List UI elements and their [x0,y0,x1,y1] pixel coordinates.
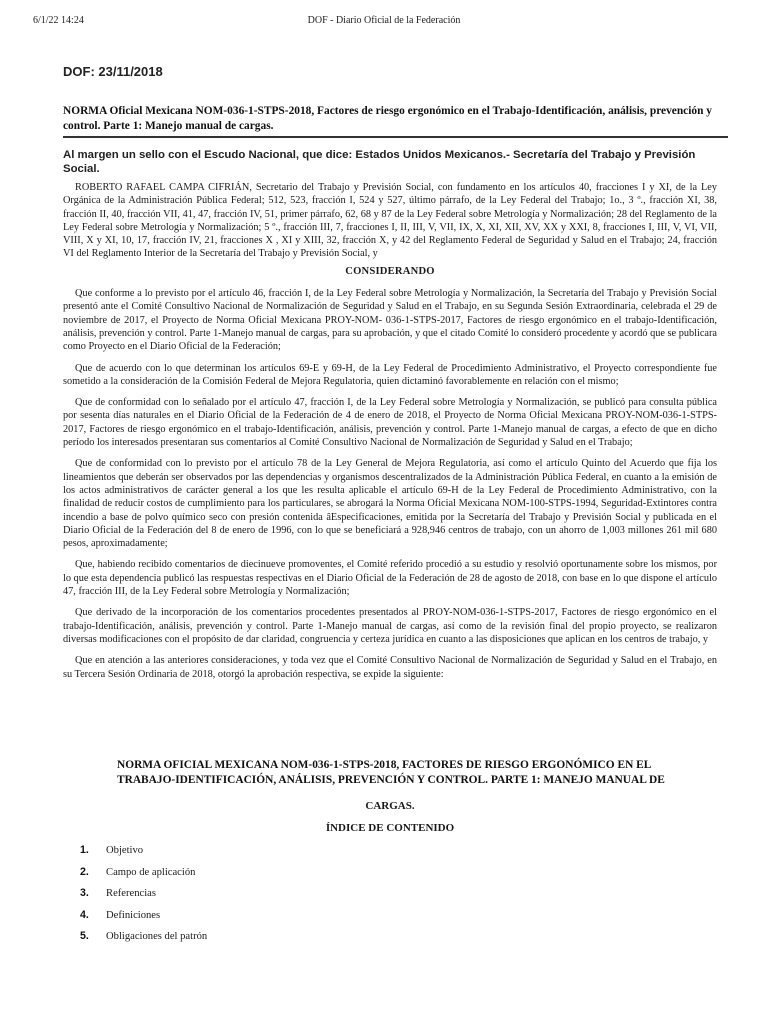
toc-item[interactable] [80,930,207,952]
paragraph: Que de conformidad con lo previsto por el artículo 78 de la Ley General de Mejora Regulatoria, así como el artículo Quinto del Acuerdo que fija los lineamientos que deberán ser observados por las dependencias y organismos descentralizados de la Administración Pública Federal, en cuanto a la emisión de los actos administrativos de carácter general a los que les resulta aplicable el artículo 69-H de la Ley Federal de Procedimiento Administrativo, con la finalidad de reducir costos de cumplimiento para los particulares, se abrogará la Norma Oficial Mexicana NOM-100-STPS-1994, Seguridad-Extintores contra incendio a base de polvo químico seco con presión contenida âEspecificaciones, emitida por la Secretaría del Trabajo y Previsión Social y publicada en el Diario Oficial de la Federación del 8 de enero de 1996, con lo que se beneficiará a 928,946 centros de trabajo, con un ahorro de 1,003 millones 261 mil 680 pesos, aproximadamente; [63,458,717,550]
toc-item[interactable] [80,909,207,931]
toc-label: Campo de aplicación [106,866,196,878]
toc-label: Definiciones [106,909,161,921]
toc-item[interactable] [80,844,207,866]
paragraph: Que de conformidad con lo señalado por el artículo 47, fracción I, de la Ley Federal sobre Metrología y Normalización, se publicó para consulta pública por sesenta días naturales en el Diario Oficial de la Federación de 4 de enero de 2018, el Proyecto de Norma Oficial Mexicana PROY-NOM-036-1-STPS-2017, Factores de riesgo ergonómico en el trabajo-Identificación, análisis, prevención y control. Parte 1-Manejo manual de cargas, a efecto de que en dicho período los interesados presentaran sus comentarios al Comité Consultivo Nacional de Normalización de Seguridad y Salud en el Trabajo; [63,397,717,449]
toc-label: Obligaciones del patrón [106,931,208,942]
table-of-contents [80,844,207,952]
dof-publication-date: DOF: 23/11/2018 [63,64,163,79]
norma-full-title: NORMA OFICIAL MEXICANA NOM-036-1-STPS-2018, FACTORES DE RIESGO ERGONÓMICO EN EL TRABAJO-IDENTIFICACIÓN, ANÁLISIS, PREVENCIÓN Y CONTROL. PARTE 1: MANEJO MANUAL DE [117,759,665,786]
toc-number: 3. [80,887,89,899]
document-body [63,148,717,689]
toc-number: 5. [80,930,89,942]
paragraph: Que de acuerdo con lo que determinan los artículos 69-E y 69-H, de la Ley Federal de Procedimiento Administrativo, el Proyecto correspondiente fue sometido a la consideración de la Comisión Federal de Mejora Regulatoria, quien dictaminó favorablemente en relación con el mismo; [63,362,717,387]
margin-note: Al margen un sello con el Escudo Nacional, que dice: Estados Unidos Mexicanos.- Secretaría del Trabajo y Previsión Social. [63,149,696,175]
index-heading: ÍNDICE DE CONTENIDO [325,822,455,834]
paragraph: Que derivado de la incorporación de los comentarios procedentes presentados al PROY-NOM-036-1-STPS-2017, Factores de riesgo ergonómico en el trabajo-Identificación, análisis, prevención y control. Parte 1-Manejo manual de cargas, así como de la revisión final del propio proyecto, se realizaron diversas modificaciones con el propósito de dar claridad, congruencia y certeza jurídica en cuanto a las disposiciones que aplican en los centros de trabajo, y [63,607,717,645]
toc-number: 2. [80,865,89,878]
paragraph: Que, habiendo recibido comentarios de diecinueve promoventes, el Comité referido procedió a su estudio y resolvió oportunamente sobre los mismos, por lo que esta dependencia publicó las respuestas respectivas en el Diario Oficial de la Federación de 28 de agosto de 2018, con base en lo que dispone el artículo 47, fracción III, de la Ley Federal sobre Metrología y Normalización; [63,559,717,598]
title-divider [63,136,728,138]
paragraph: Que conforme a lo previsto por el artículo 46, fracción I, de la Ley Federal sobre Metrología y Normalización, la Secretaría del Trabajo y Previsión Social presentó ante el Comité Consultivo Nacional de Normalización de Seguridad y Salud en el Trabajo, en su Segunda Sesión Extraordinaria, celebrada el 29 de noviembre de 2017, el Proyecto de Norma Oficial Mexicana PROY-NOM- 036-1-STPS-2017, Factores de riesgo ergonómico en el trabajo-Identificación, análisis, prevención y control. Parte 1-Manejo manual de cargas, para su aprobación, y que el citado Comité lo consideró procedente y acordó que se publicara como Proyecto en el Diario Oficial de la Federación; [63,288,718,353]
print-date: 6/1/22 14:24 [33,15,84,26]
toc-item[interactable] [80,866,207,888]
toc-number: 4. [80,908,89,921]
toc-label: Objetivo [106,845,144,856]
paragraph: Que en atención a las anteriores consideraciones, y toda vez que el Comité Consultivo Nacional de Normalización de Seguridad y Salud en el Trabajo, en su Tercera Sesión Ordinaria de 2018, otorgó la aprobación respectiva, se expide la siguiente: [63,655,717,680]
norma-title: NORMA Oficial Mexicana NOM-036-1-STPS-2018, Factores de riesgo ergonómico en el Trabajo-Identificación, análisis, prevención y control. Parte 1: Manejo manual de cargas. [63,105,712,132]
intro-paragraph: ROBERTO RAFAEL CAMPA CIFRIÁN, Secretario del Trabajo y Previsión Social, con fundamento en los artículos 40, fracciones I y XI, de la Ley Orgánica de la Administración Pública Federal; 512, 523, fracción I, 524 y 527, último párrafo, de la Ley Federal del Trabajo; 1o., 3 º., fracción XI, 38, fracción II, 40, fracción VII, 41, 47, fracción IV, 51, primer párrafo, 62, 68 y 87 de la Ley Federal sobre Metrología y Normalización; 28 del Reglamento de la Ley Federal sobre Metrología y Normalización; 5 º., fracción III, 7, fracciones I, II, III, V, VII, IX, X, XI, XII, XV, XX y XXI, 8, fracciones I, III, V, VI, VII, VIII, X y XI, 10, 17, fracción IV, 21, fracciones X , XI y XIII, 32, fracción X, y 42 del Reglamento Federal de Seguridad y Salud en el Trabajo; 24, fracción VI del Reglamento Interior de la Secretaría del Trabajo y Previsión Social, y [63,182,717,260]
toc-item[interactable] [80,887,207,909]
norma-full-title-end: CARGAS. [365,800,415,812]
toc-label: Referencias [106,888,156,899]
print-site-title: DOF - Diario Oficial de la Federación [307,15,461,26]
considerando-heading: CONSIDERANDO [345,265,435,277]
toc-number: 1. [80,844,89,856]
